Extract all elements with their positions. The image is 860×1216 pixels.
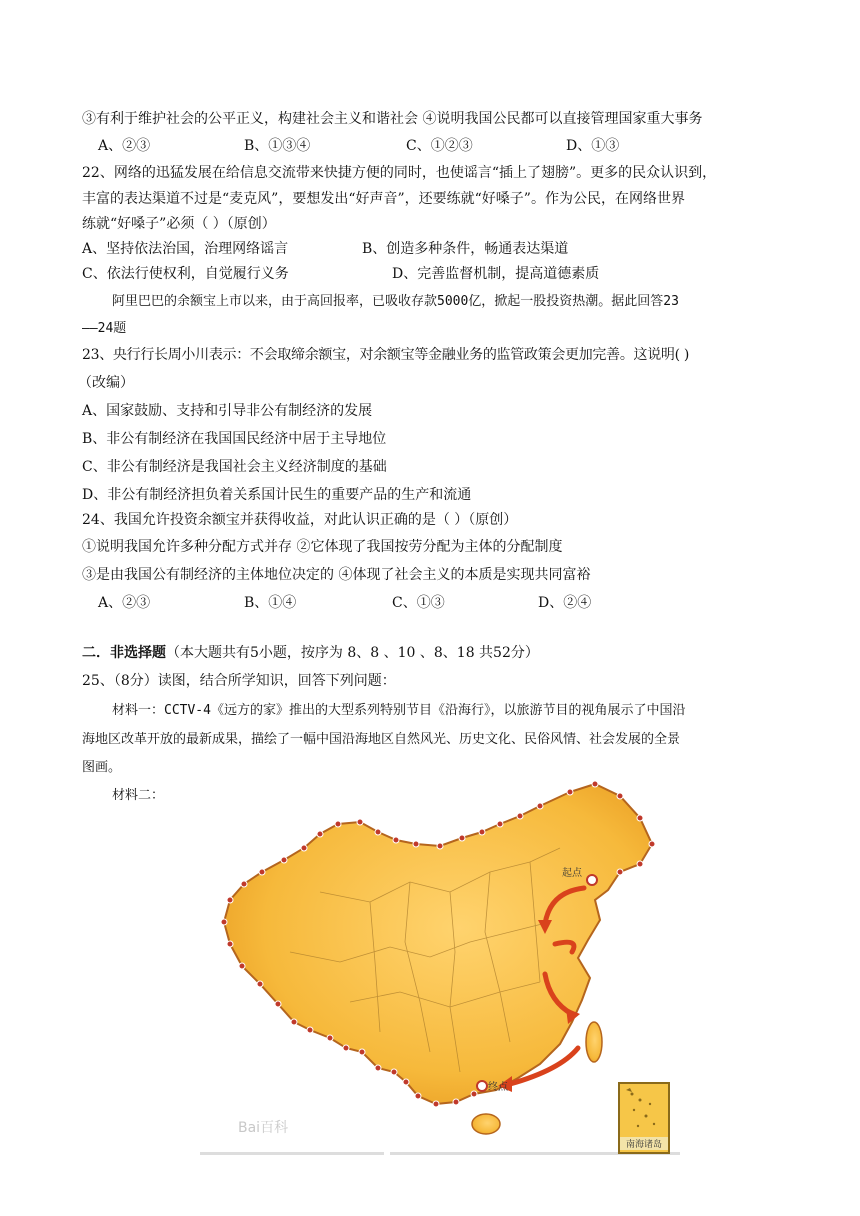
route-dot <box>227 941 233 947</box>
intro-line-1: 阿里巴巴的余额宝上市以来，由于高回报率，已吸收存款5000亿，掀起一股投资热潮。据此回答23 <box>112 294 679 309</box>
route-dot <box>343 1045 349 1051</box>
route-dot <box>637 815 643 821</box>
q24-option-c: C、①③ <box>392 595 445 611</box>
route-dot <box>291 1019 297 1025</box>
route-dot <box>637 861 643 867</box>
q23-option-b: B、非公有制经济在我国国民经济中居于主导地位 <box>82 431 387 447</box>
route-dot <box>567 789 573 795</box>
q23-option-a: A、国家鼓励、支持和引导非公有制经济的发展 <box>82 403 373 419</box>
route-dot <box>307 1027 313 1033</box>
q24-option-b: B、①④ <box>244 595 297 611</box>
q21-option-c: C、①②③ <box>406 138 473 154</box>
route-dot <box>592 781 598 787</box>
q21-statement-line: ③有利于维护社会的公平正义，构建社会主义和谐社会 ④说明我国公民都可以直接管理国家重大事务 <box>82 111 703 127</box>
route-dot <box>471 1091 477 1097</box>
hainan-island-shape <box>472 1114 500 1134</box>
route-dot <box>393 837 399 843</box>
route-dot <box>375 1065 381 1071</box>
material-1-line-2: 海地区改革开放的最新成果，描绘了一幅中国沿海地区自然风光、历史文化、民俗风情、社会发展的全景 <box>82 732 681 747</box>
q22-option-b: B、创造多种条件，畅通表达渠道 <box>362 241 569 257</box>
baidu-watermark: Bai百科 <box>238 1120 289 1136</box>
route-dot <box>259 869 265 875</box>
route-dot <box>453 1099 459 1105</box>
q24-option-a: A、②③ <box>98 595 151 611</box>
q21-option-a: A、②③ <box>98 138 151 154</box>
route-dot <box>375 829 381 835</box>
route-dot <box>357 819 363 825</box>
route-dot <box>537 803 543 809</box>
route-dot <box>221 919 227 925</box>
map-svg <box>200 752 682 1156</box>
q23-option-d: D、非公有制经济担负着关系国计民生的重要产品的生产和流通 <box>82 487 472 503</box>
end-point-label: 终点 <box>488 1082 508 1093</box>
intro-line-2: ——24题 <box>82 321 127 336</box>
route-dot <box>459 835 465 841</box>
section-2-heading <box>82 644 539 662</box>
q24-stem: 24、我国允许投资余额宝并获得收益，对此认识正确的是（ ）（原创） <box>82 512 518 528</box>
inset-label: 南海诸岛 <box>620 1137 668 1150</box>
route-dot <box>227 897 233 903</box>
q24-statement-2: ③是由我国公有制经济的主体地位决定的 ④体现了社会主义的本质是实现共同富裕 <box>82 567 591 583</box>
q24-statement-1: ①说明我国允许多种分配方式并存 ②它体现了我国按劳分配为主体的分配制度 <box>82 539 563 555</box>
route-dot <box>497 821 503 827</box>
q25-stem: 25、（8分）读图，结合所学知识，回答下列问题： <box>82 673 396 689</box>
q22-option-d: D、完善监督机制，提高道德素质 <box>392 266 600 282</box>
q22-option-a: A、坚持依法治国，治理网络谣言 <box>82 241 289 257</box>
route-dot <box>275 1001 281 1007</box>
q22-option-c: C、依法行使权利，自觉履行义务 <box>82 266 289 282</box>
route-dot <box>391 1069 397 1075</box>
section-2-note: （本大题共有5小题，按序为 8、8 、10 、8、18 共52分） <box>166 645 539 661</box>
q22-stem-line-2: 丰富的表达渠道不过是“麦克风”，要想发出“好声音”，还要练就“好嗓子”。作为公民，在网络世界 <box>82 191 685 207</box>
q23-stem-line-2: （改编） <box>78 375 134 391</box>
q23-stem-line-1: 23、央行行长周小川表示：不会取缔余额宝，对余额宝等金融业务的监管政策会更加完善。这说明( ) <box>82 347 690 363</box>
inset-islands <box>620 1084 668 1138</box>
route-dot <box>617 869 623 875</box>
material-2-label: 材料二： <box>112 788 165 803</box>
material-1-line-3: 图画。 <box>82 760 122 775</box>
route-dot <box>433 1101 439 1107</box>
taiwan-island-shape <box>586 1022 602 1062</box>
route-dot <box>241 881 247 887</box>
end-point-marker <box>477 1081 487 1091</box>
route-dot <box>317 831 323 837</box>
q24-option-d: D、②④ <box>538 595 592 611</box>
route-dot <box>327 1035 333 1041</box>
image-baseline-left <box>200 1152 384 1155</box>
route-dot <box>281 857 287 863</box>
route-dot <box>649 841 655 847</box>
q21-option-b: B、①③④ <box>244 138 311 154</box>
route-dot <box>517 813 523 819</box>
route-dot <box>415 1093 421 1099</box>
start-point-label: 起点 <box>562 868 582 879</box>
route-dot <box>403 1079 409 1085</box>
south-china-sea-inset <box>618 1082 670 1154</box>
route-dot <box>335 821 341 827</box>
section-2-title: 二．非选择题 <box>82 645 166 661</box>
route-dot <box>257 981 263 987</box>
route-dot <box>617 793 623 799</box>
q23-option-c: C、非公有制经济是我国社会主义经济制度的基础 <box>82 459 387 475</box>
q21-option-d: D、①③ <box>566 138 620 154</box>
route-dot <box>359 1049 365 1055</box>
route-dot <box>479 829 485 835</box>
route-dot <box>437 843 443 849</box>
route-dot <box>413 841 419 847</box>
route-dot <box>301 845 307 851</box>
q22-stem-line-3: 练就“好嗓子”必须（ ）（原创） <box>82 216 276 232</box>
china-coastal-route-map <box>200 752 682 1156</box>
route-dot <box>239 963 245 969</box>
material-1-line-1: 材料一：CCTV-4《远方的家》推出的大型系列特别节目《沿海行》，以旅游节目的视角展示了中国沿 <box>112 703 686 718</box>
q22-stem-line-1: 22、网络的迅猛发展在给信息交流带来快捷方便的同时，也使谣言“插上了翅膀”。更多的民众认识到， <box>82 165 717 181</box>
start-point-marker <box>587 875 597 885</box>
